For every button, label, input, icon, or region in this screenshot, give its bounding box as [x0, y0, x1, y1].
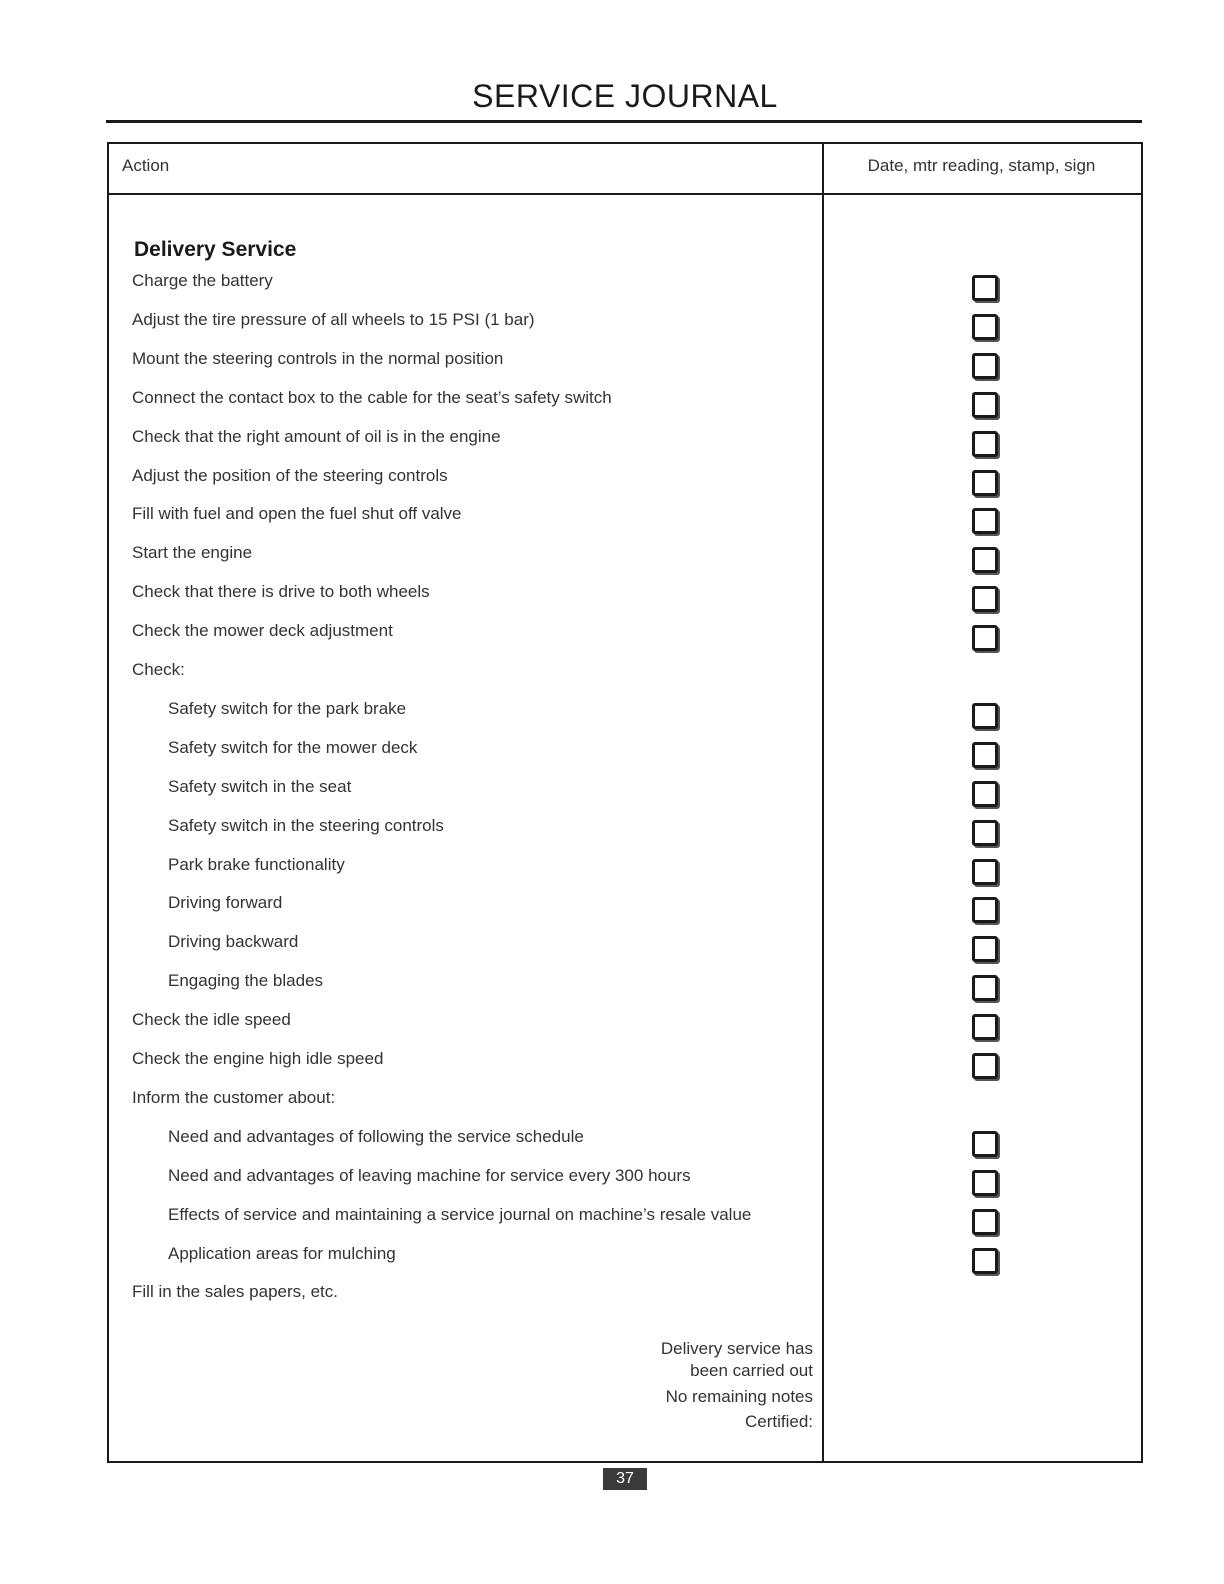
checklist-item-label: Fill with fuel and open the fuel shut off valve — [132, 504, 462, 524]
checkbox[interactable] — [972, 431, 998, 457]
checklist-item-label: Check that the right amount of oil is in the engine — [132, 426, 501, 446]
checkbox[interactable] — [972, 275, 998, 301]
checkbox[interactable] — [972, 470, 998, 496]
checklist-item-label: Adjust the position of the steering controls — [132, 465, 448, 485]
checkbox[interactable] — [972, 508, 998, 534]
checklist-item-label: Driving forward — [168, 893, 283, 913]
checklist-item-label: Charge the battery — [132, 271, 273, 290]
checklist-item-label: Check the mower deck adjustment — [132, 621, 393, 641]
checkbox[interactable] — [972, 820, 998, 846]
checklist-item-label: Effects of service and maintaining a service journal on machine’s resale value — [168, 1204, 752, 1224]
checkbox[interactable] — [972, 897, 998, 923]
checkbox[interactable] — [972, 1170, 998, 1196]
checkbox[interactable] — [972, 353, 998, 379]
checkbox[interactable] — [972, 742, 998, 768]
column-divider — [822, 144, 824, 1461]
checklist-item-label: Safety switch for the mower deck — [168, 737, 418, 757]
checklist-item-label: Connect the contact box to the cable for the seat’s safety switch — [132, 387, 612, 407]
footer-line-3: No remaining notes — [665, 1387, 813, 1406]
checkbox[interactable] — [972, 859, 998, 885]
action-column-header: Action — [122, 156, 170, 175]
checkbox[interactable] — [972, 975, 998, 1001]
checklist-item-label: Park brake functionality — [168, 854, 345, 874]
checklist-heading-label: Inform the customer about: — [132, 1087, 336, 1107]
checklist-item-label: Safety switch for the park brake — [168, 698, 407, 718]
footer-line-2: been carried out — [690, 1361, 813, 1380]
checklist-item-label: Start the engine — [132, 543, 253, 563]
service-journal-table — [107, 142, 1143, 1463]
checklist-item-label: Adjust the tire pressure of all wheels to 15 PSI (1 bar) — [132, 309, 535, 329]
checklist-item-label: Need and advantages of following the service schedule — [168, 1126, 584, 1146]
checkbox[interactable] — [972, 1053, 998, 1079]
checkbox[interactable] — [972, 703, 998, 729]
checklist-heading-label: Check: — [132, 660, 185, 679]
checklist-item-label: Check the engine high idle speed — [132, 1049, 384, 1068]
checklist-item-label: Mount the steering controls in the normal position — [132, 348, 504, 368]
header-divider — [109, 193, 1141, 195]
checklist-item-label: Check that there is drive to both wheels — [132, 582, 430, 602]
checkbox[interactable] — [972, 1014, 998, 1040]
footer-line-1: Delivery service has — [660, 1339, 813, 1358]
checklist-item-label: Engaging the blades — [168, 971, 324, 991]
checklist-item-label: Application areas for mulching — [168, 1243, 396, 1263]
checklist-item-label: Need and advantages of leaving machine for service every 300 hours — [168, 1165, 691, 1185]
checkbox[interactable] — [972, 1209, 998, 1235]
checkbox[interactable] — [972, 1131, 998, 1157]
checklist-heading-label: Fill in the sales papers, etc. — [132, 1282, 338, 1302]
checkbox[interactable] — [972, 625, 998, 651]
checkbox[interactable] — [972, 392, 998, 418]
checkbox[interactable] — [972, 936, 998, 962]
title-rule — [106, 120, 1142, 123]
page-number: 37 — [603, 1468, 647, 1490]
footer-line-4: Certified: — [744, 1412, 813, 1431]
page-title: SERVICE JOURNAL — [472, 78, 778, 114]
checkbox[interactable] — [972, 1248, 998, 1274]
checkbox[interactable] — [972, 547, 998, 573]
section-title: Delivery Service — [134, 238, 297, 261]
checklist-item-label: Check the idle speed — [132, 1010, 291, 1030]
checkbox[interactable] — [972, 781, 998, 807]
checklist-item-label: Safety switch in the steering controls — [168, 815, 444, 835]
checkbox[interactable] — [972, 314, 998, 340]
checkbox[interactable] — [972, 586, 998, 612]
date-column-header: Date, mtr reading, stamp, sign — [867, 156, 1096, 175]
checklist-item-label: Safety switch in the seat — [168, 776, 352, 796]
checklist-item-label: Driving backward — [168, 932, 299, 952]
